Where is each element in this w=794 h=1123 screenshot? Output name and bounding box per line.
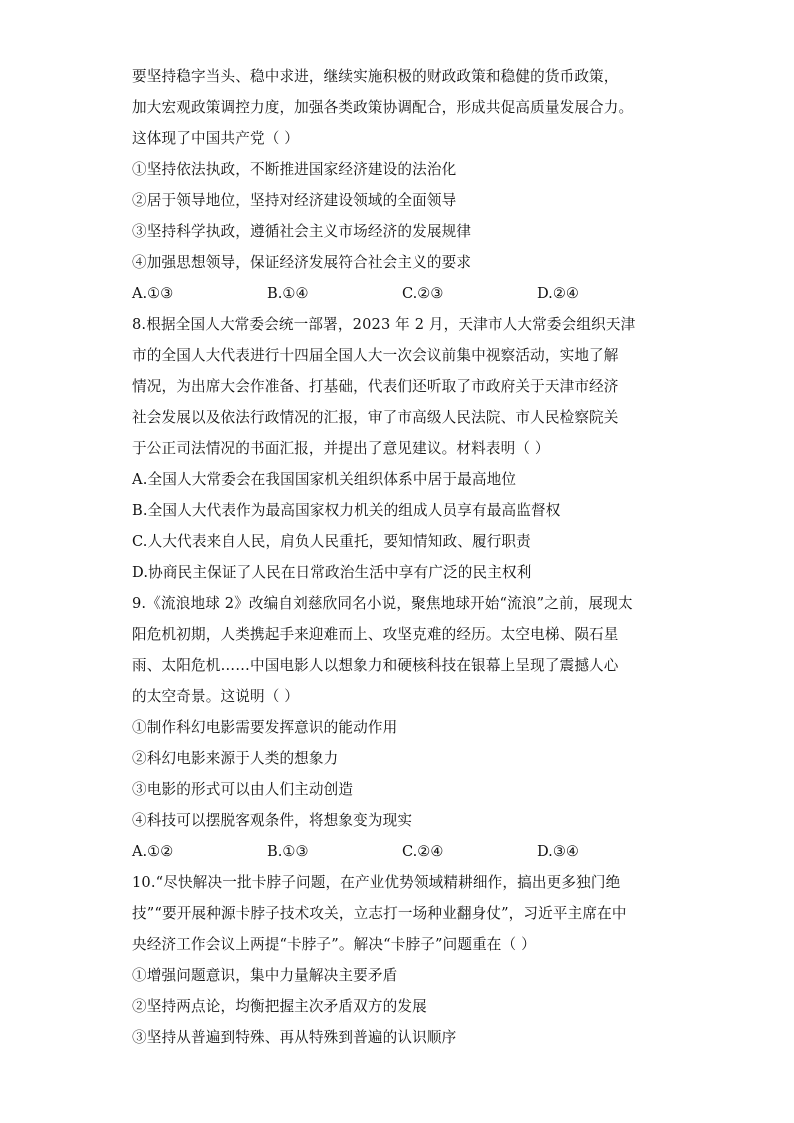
q9-option-a: A.①② — [132, 843, 174, 860]
q9-option-b: B.①③ — [267, 843, 309, 860]
q8-stem-line-2: 市的全国人大代表进行十四届全国人大一次会议前集中视察活动，实地了解 — [132, 347, 619, 364]
q9-item-4: ④科技可以摆脱客观条件，将想象变为现实 — [132, 812, 413, 829]
q10-stem-line-2: 技”“要开展种源卡脖子技术攻关，立志打一场种业翻身仗”，习近平主席在中 — [132, 905, 627, 922]
q7-options — [132, 278, 672, 309]
q8-stem-line-5: 于公正司法情况的书面汇报，并提出了意见建议。材料表明（ ） — [132, 440, 550, 457]
q10-item-1: ①增强问题意识，集中力量解决主要矛盾 — [132, 967, 398, 984]
q7-item-4: ④加强思想领导，保证经济发展符合社会主义的要求 — [132, 254, 472, 271]
q7-item-1: ①坚持依法执政，不断推进国家经济建设的法治化 — [132, 161, 457, 178]
q9-stem-line-4: 的太空奇景。这说明（ ） — [132, 688, 299, 705]
question-10 — [132, 867, 672, 1053]
q10-stem-line-3: 央经济工作会议上两提“卡脖子”。解决“卡脖子”问题重在（ ） — [132, 936, 536, 953]
q7-stem-line-3: 这体现了中国共产党（ ） — [132, 130, 299, 147]
q8-stem-line-4: 社会发展以及依法行政情况的汇报，审了市高级人民法院、市人民检察院关 — [132, 409, 619, 426]
q7-option-b: B.①④ — [267, 285, 309, 302]
q7-option-a: A.①③ — [132, 285, 174, 302]
q9-stem-line-1: 9.《流浪地球 2》改编自刘慈欣同名小说，聚焦地球开始“流浪”之前，展现太 — [132, 595, 633, 612]
q9-item-3: ③电影的形式可以由人们主动创造 — [132, 781, 354, 798]
question-content — [132, 61, 672, 1053]
q9-stem-line-2: 阳危机初期，人类携起手来迎难而上、攻坚克难的经历。太空电梯、陨石星 — [132, 626, 619, 643]
q9-stem-line-3: 雨、太阳危机……中国电影人以想象力和硬核科技在银幕上呈现了震撼人心 — [132, 657, 619, 674]
q8-option-a: A.全国人大常委会在我国国家机关组织体系中居于最高地位 — [132, 471, 517, 488]
q7-item-2: ②居于领导地位，坚持对经济建设领域的全面领导 — [132, 192, 457, 209]
q9-item-2: ②科幻电影来源于人类的想象力 — [132, 750, 339, 767]
question-8 — [132, 309, 672, 588]
q9-option-d: D.③④ — [537, 843, 579, 860]
q10-item-2: ②坚持两点论，均衡把握主次矛盾双方的发展 — [132, 998, 427, 1015]
q7-option-c: C.②③ — [402, 285, 444, 302]
q8-stem-line-3: 情况，为出席大会作准备、打基础，代表们还听取了市政府关于天津市经济 — [132, 378, 619, 395]
q8-option-d: D.协商民主保证了人民在日常政治生活中享有广泛的民主权利 — [132, 564, 532, 581]
q8-option-b: B.全国人大代表作为最高国家权力机关的组成人员享有最高监督权 — [132, 502, 561, 519]
q9-item-1: ①制作科幻电影需要发挥意识的能动作用 — [132, 719, 398, 736]
q10-stem-line-1: 10.“尽快解决一批卡脖子问题，在产业优势领域精耕细作，搞出更多独门绝 — [132, 874, 621, 891]
q9-option-c: C.②④ — [402, 843, 444, 860]
q7-stem-line-2: 加大宏观政策调控力度，加强各类政策协调配合，形成共促高质量发展合力。 — [132, 99, 634, 116]
q10-item-3: ③坚持从普遍到特殊、再从特殊到普遍的认识顺序 — [132, 1029, 457, 1046]
q7-item-3: ③坚持科学执政，遵循社会主义市场经济的发展规律 — [132, 223, 472, 240]
q7-stem-line-1: 要坚持稳字当头、稳中求进，继续实施积极的财政政策和稳健的货币政策， — [132, 68, 619, 85]
q8-option-c: C.人大代表来自人民，肩负人民重托，要知情知政、履行职责 — [132, 533, 531, 550]
q8-stem-line-1: 8.根据全国人大常委会统一部署，2023 年 2 月，天津市人大常委会组织天津 — [132, 316, 636, 333]
q7-option-d: D.②④ — [537, 285, 579, 302]
question-9 — [132, 588, 672, 867]
question-7 — [132, 61, 672, 309]
q9-options — [132, 836, 672, 867]
